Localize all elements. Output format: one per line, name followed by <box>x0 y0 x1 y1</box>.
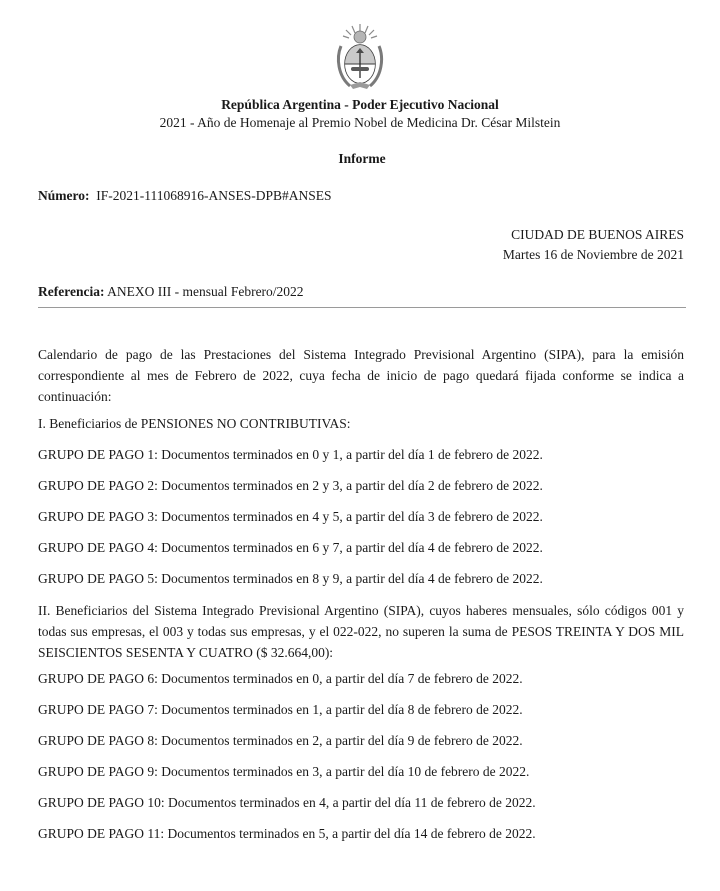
payment-group: GRUPO DE PAGO 10: Documentos terminados en 4, a partir del día 11 de febrero de 2022. <box>38 795 536 810</box>
section2-heading: II. Beneficiarios del Sistema Integrado Previsional Argentino (SIPA), cuyos haberes mensuales, sólo códigos 001 y todas sus empresas, el 003 y todas sus empresas, y el 022-022, no superen la suma de PESOS TREINTA Y DOS MIL SEISCIENTOS SESENTA Y CUATRO ($ 32.664,00): <box>38 603 684 660</box>
numero-line <box>38 188 332 204</box>
payment-group: GRUPO DE PAGO 3: Documentos terminados en 4 y 5, a partir del día 3 de febrero de 2022. <box>38 509 543 524</box>
intro-paragraph: Calendario de pago de las Prestaciones del Sistema Integrado Previsional Argentino (SIPA), para la emisión correspondiente al mes de Febrero de 2022, cuya fecha de inicio de pago quedará fijada conforme se indica a continuación: <box>38 347 684 404</box>
coat-of-arms-icon <box>334 22 386 92</box>
header-subtitle: 2021 - Año de Homenaje al Premio Nobel de Medicina Dr. César Milstein <box>159 115 561 130</box>
payment-group: GRUPO DE PAGO 5: Documentos terminados en 8 y 9, a partir del día 4 de febrero de 2022. <box>38 571 543 586</box>
payment-group: GRUPO DE PAGO 7: Documentos terminados en 1, a partir del día 8 de febrero de 2022. <box>38 702 523 717</box>
payment-group: GRUPO DE PAGO 11: Documentos terminados en 5, a partir del día 14 de febrero de 2022. <box>38 826 536 841</box>
payment-group: GRUPO DE PAGO 2: Documentos terminados en 2 y 3, a partir del día 2 de febrero de 2022. <box>38 478 543 493</box>
section1-heading: I. Beneficiarios de PENSIONES NO CONTRIBUTIVAS: <box>38 416 351 431</box>
document-type: Informe <box>338 151 386 166</box>
header-title: República Argentina - Poder Ejecutivo Nacional <box>221 97 499 112</box>
numero-value: IF-2021-111068916-ANSES-DPB#ANSES <box>96 188 332 203</box>
payment-group: GRUPO DE PAGO 6: Documentos terminados en 0, a partir del día 7 de febrero de 2022. <box>38 671 523 686</box>
payment-group: GRUPO DE PAGO 9: Documentos terminados en 3, a partir del día 10 de febrero de 2022. <box>38 764 530 779</box>
place: CIUDAD DE BUENOS AIRES <box>511 227 684 242</box>
date: Martes 16 de Noviembre de 2021 <box>502 247 684 262</box>
referencia-label: Referencia: <box>38 284 105 299</box>
referencia-value: ANEXO III - mensual Febrero/2022 <box>107 284 304 299</box>
numero-label: Número: <box>38 188 90 203</box>
payment-group: GRUPO DE PAGO 4: Documentos terminados en 6 y 7, a partir del día 4 de febrero de 2022. <box>38 540 543 555</box>
payment-group: GRUPO DE PAGO 8: Documentos terminados en 2, a partir del día 9 de febrero de 2022. <box>38 733 523 748</box>
referencia-line <box>38 284 304 300</box>
payment-group: GRUPO DE PAGO 1: Documentos terminados en 0 y 1, a partir del día 1 de febrero de 2022. <box>38 447 543 462</box>
divider <box>38 307 686 308</box>
